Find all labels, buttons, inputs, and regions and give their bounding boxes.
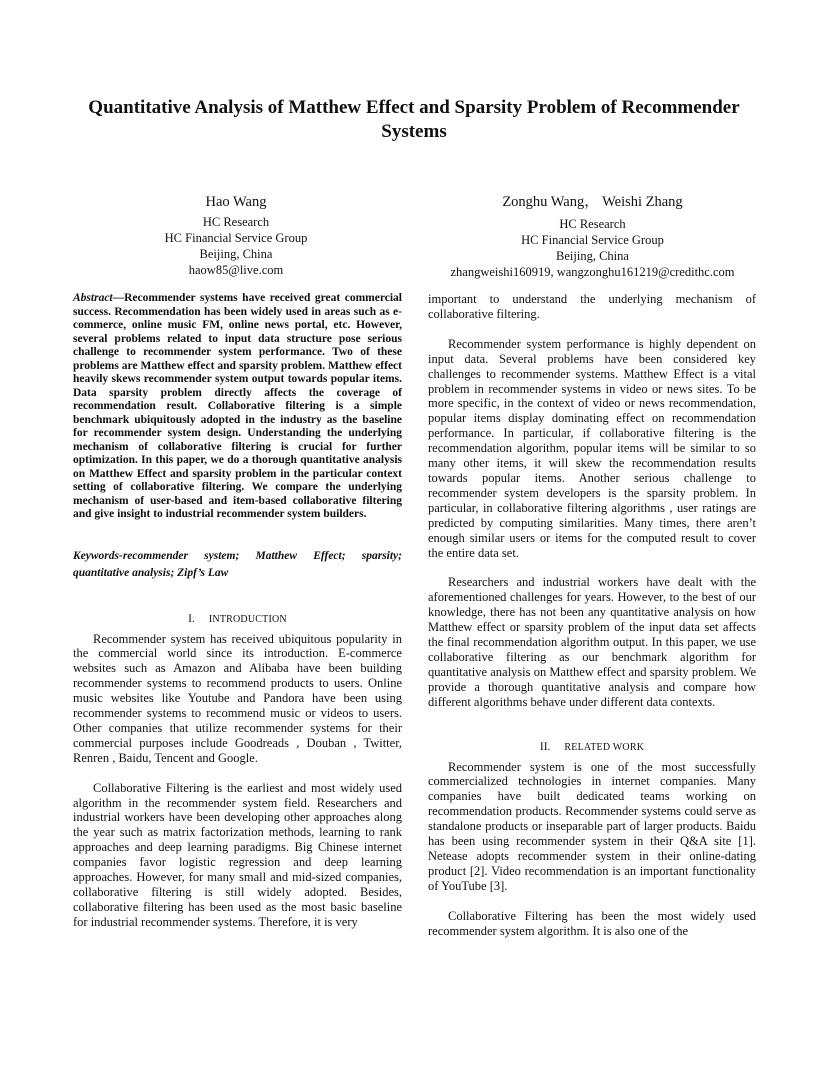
author-affiliation: HC Research (559, 217, 626, 231)
abstract (73, 292, 402, 522)
author-location: Beijing, China (556, 249, 629, 263)
section-heading-related-work (428, 740, 756, 755)
left-column (73, 292, 402, 930)
section-number: II. (539, 740, 551, 753)
paper-title: Quantitative Analysis of Matthew Effect and Sparsity Problem of Recommender Systems (88, 97, 740, 142)
paragraph: Recommender system is one of the most successfully commercialized technologies in internet companies. Many companies have built dedicated teams working on recommendation products. Recommender systems could serve as standalone products or inseparable part of larger products. Baidu has been using recommender system in their Q&A site [1]. Netease adopts recommender system in their online-dating product [2]. Video recommendation is an important functionality of YouTube [3]. (428, 759, 756, 893)
author-block-1 (116, 193, 356, 278)
section-number: I. (188, 612, 195, 625)
section-title: RELATED WORK (564, 741, 645, 753)
paragraph-continued: important to understand the underlying mechanism of collaborative filtering. (428, 292, 756, 321)
author-organization: HC Financial Service Group (164, 231, 308, 245)
paragraph: Recommender system performance is highly dependent on input data. Several problems have been considered key challenges to recommender systems. Matthew Effect is a vital problem in recommender systems in video or news sites. To be more specific, in the context of video or news recommendation, popular items display dominating effect on recommendation performance. In particular, if collaborative filtering is the recommendation algorithm, popular items will be similar to so many other items, it will skew the recommendation results towards popular items. Another serious challenge to recommender system developers is the sparsity problem. In particular, in collaborative filtering algorithms , user ratings are predicted by computing similarities. Many times, there aren’t enough similar users or items for the computed result to cover the entire data set. (428, 336, 756, 560)
abstract-dash: — (112, 292, 125, 304)
abstract-text: Recommender systems have received great commercial success. Recommendation has been widely used in areas such as e-commerce, online music FM, online news portal, etc. However, several problems related to input data structure pose serious challenge to recommender system performance. Two of these problems are Matthew effect and sparsity problem. Matthew effect heavily skews recommender system output towards popular items. Data sparsity problem directly affects the coverage of recommendation result. Collaborative filtering is a simple benchmark ubiquitously adopted in the industry as the baseline for recommender system design. Understanding the underlying mechanism of collaborative filtering is crucial for further optimization. In this paper, we do a thorough quantitative analysis on Matthew Effect and sparsity problem in the particular context setting of collaborative filtering. We compare the underlying mechanism of user-based and item-based collaborative filtering and give insight to industrial recommender system builders. (73, 292, 402, 520)
paragraph: Collaborative Filtering is the earliest and most widely used algorithm in the recommender system field. Researchers and industrial workers have been developing other approaches along the year such as matrix factorization methods, learning to rank approaches and deep learning paradigms. Big Chinese internet companies favor logistic regression and deep learning approaches. However, for many small and mid-sized companies, collaborative filtering is still widely adopted. Besides, collaborative filtering has been used as the most basic baseline for industrial recommender systems. Therefore, it is very (73, 780, 402, 929)
author-email: zhangweishi160919, wangzonghu161219@credithc.com (450, 265, 735, 279)
author-organization: HC Financial Service Group (521, 233, 664, 247)
section-title: INTRODUCTION (208, 613, 287, 625)
right-column (428, 292, 756, 939)
paragraph: Recommender system has received ubiquitous popularity in the commercial world since its introduction. E-commerce websites such as Amazon and Alibaba have been building recommender systems to recommend products to users. Online music websites like Youtube and Pandora have been using recommender systems to recommend music or videos to users. Other companies that utilize recommender systems for their commercial purposes include Goodreads , Douban , Twitter, Renren , Baidu, Tencent and Google. (73, 631, 402, 765)
author-affiliation: HC Research (202, 215, 270, 229)
abstract-label: Abstract (73, 292, 113, 304)
keywords: Keywords-recommender system; Matthew Effect; sparsity; quantitative analysis; Zipf’s Law (73, 549, 402, 579)
author-location: Beijing, China (199, 247, 273, 261)
author-email: haow85@live.com (188, 263, 284, 277)
author-name: Hao Wang (205, 194, 267, 210)
paragraph: Researchers and industrial workers have dealt with the aforementioned challenges for years. However, to the best of our knowledge, there has not been any quantitative analysis on how Matthew effect or sparsity problem of the input data set affects the final recommendation algorithm output. In this paper, we use collaborative filtering as our benchmark algorithm for quantitative analysis on Matthew effect and sparsity problem. We provide a thorough quantitative analysis and compare how different algorithms behave under different data contexts. (428, 575, 756, 709)
author-block-2 (420, 193, 765, 280)
paragraph: Collaborative Filtering has been the most widely used recommender system algorithm. It is also one of the (428, 908, 756, 938)
author-name: Zonghu Wang， Weishi Zhang (502, 194, 683, 210)
section-heading-introduction (73, 612, 402, 627)
